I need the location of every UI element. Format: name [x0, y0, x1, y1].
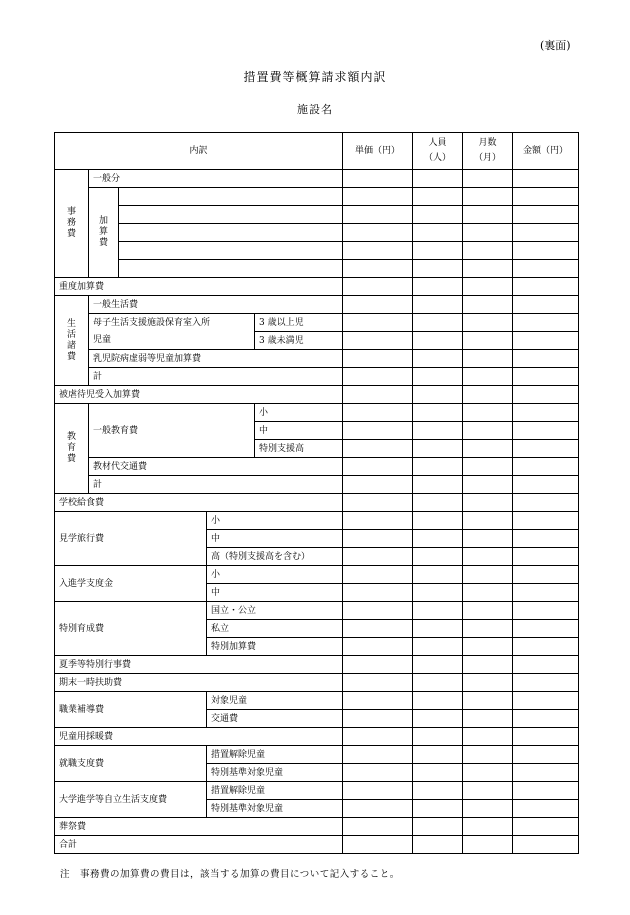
- special-training-public-label: 国立・公立: [207, 602, 343, 620]
- education-total-label: 計: [89, 476, 343, 494]
- amount-cell[interactable]: [513, 440, 579, 458]
- employment-prep-label: 就職支度費: [55, 746, 207, 782]
- mother-child-label-1: 母子生活支援施設保育室入所: [89, 314, 255, 332]
- mother-child-label-2: 児童: [89, 332, 255, 350]
- persons-cell[interactable]: [413, 386, 463, 404]
- addition-item-cell[interactable]: [119, 206, 343, 224]
- months-cell[interactable]: [463, 836, 513, 854]
- unit-price-cell[interactable]: [343, 404, 413, 422]
- amount-cell[interactable]: [513, 296, 579, 314]
- unit-price-cell[interactable]: [343, 782, 413, 800]
- unit-price-cell[interactable]: [343, 602, 413, 620]
- amount-cell[interactable]: [513, 476, 579, 494]
- facility-name-label: 施設名: [297, 103, 333, 116]
- unit-price-cell[interactable]: [343, 458, 413, 476]
- months-cell[interactable]: [463, 188, 513, 206]
- months-cell[interactable]: [463, 332, 513, 350]
- persons-cell[interactable]: [413, 278, 463, 296]
- persons-cell[interactable]: [413, 782, 463, 800]
- months-cell[interactable]: [463, 674, 513, 692]
- months-cell[interactable]: [463, 656, 513, 674]
- special-training-addition-label: 特別加算費: [207, 638, 343, 656]
- addition-item-cell[interactable]: [119, 260, 343, 278]
- university-special-label: 特別基準対象児童: [207, 800, 343, 818]
- months-cell[interactable]: [463, 368, 513, 386]
- amount-cell[interactable]: [513, 494, 579, 512]
- persons-cell[interactable]: [413, 404, 463, 422]
- amount-cell[interactable]: [513, 782, 579, 800]
- persons-cell[interactable]: [413, 494, 463, 512]
- months-cell[interactable]: [463, 548, 513, 566]
- unit-price-cell[interactable]: [343, 566, 413, 584]
- office-general-label: 一般分: [89, 170, 343, 188]
- persons-cell[interactable]: [413, 836, 463, 854]
- amount-cell[interactable]: [513, 404, 579, 422]
- amount-cell[interactable]: [513, 368, 579, 386]
- months-cell[interactable]: [463, 458, 513, 476]
- table-row: [55, 350, 579, 368]
- amount-cell[interactable]: [513, 206, 579, 224]
- unit-price-cell[interactable]: [343, 674, 413, 692]
- persons-cell[interactable]: [413, 170, 463, 188]
- amount-cell[interactable]: [513, 530, 579, 548]
- header-row: [55, 133, 579, 170]
- months-cell[interactable]: [463, 224, 513, 242]
- infant-sick-label: 乳児院病虚弱等児童加算費: [89, 350, 343, 368]
- education-special-high-label: 特別支援高: [255, 440, 343, 458]
- unit-price-cell[interactable]: [343, 656, 413, 674]
- months-cell[interactable]: [463, 638, 513, 656]
- persons-cell[interactable]: [413, 746, 463, 764]
- unit-price-cell[interactable]: [343, 692, 413, 710]
- unit-price-cell[interactable]: [343, 260, 413, 278]
- months-cell[interactable]: [463, 800, 513, 818]
- table-row: [55, 728, 579, 746]
- months-cell[interactable]: [463, 566, 513, 584]
- persons-cell[interactable]: [413, 332, 463, 350]
- months-cell[interactable]: [463, 494, 513, 512]
- living-total-label: 計: [89, 368, 343, 386]
- amount-cell[interactable]: [513, 638, 579, 656]
- age3-over-label: 3 歳以上児: [255, 314, 343, 332]
- months-cell[interactable]: [463, 530, 513, 548]
- amount-cell[interactable]: [513, 512, 579, 530]
- table-row: [55, 188, 579, 206]
- header-persons: 人員 （人）: [413, 133, 463, 170]
- unit-price-cell[interactable]: [343, 296, 413, 314]
- table-row: [55, 260, 579, 278]
- amount-cell[interactable]: [513, 710, 579, 728]
- table-row: [55, 386, 579, 404]
- education-general-label: 一般教育費: [89, 404, 255, 458]
- table-row: [55, 782, 579, 800]
- unit-price-cell[interactable]: [343, 170, 413, 188]
- amount-cell[interactable]: [513, 260, 579, 278]
- persons-cell[interactable]: [413, 656, 463, 674]
- vocational-target-label: 対象児童: [207, 692, 343, 710]
- persons-cell[interactable]: [413, 458, 463, 476]
- office-addition-label: 加算費: [89, 188, 119, 278]
- persons-cell[interactable]: [413, 728, 463, 746]
- persons-cell[interactable]: [413, 818, 463, 836]
- unit-price-cell[interactable]: [343, 314, 413, 332]
- table-row: [55, 818, 579, 836]
- months-cell[interactable]: [463, 818, 513, 836]
- unit-price-cell[interactable]: [343, 386, 413, 404]
- persons-cell[interactable]: [413, 188, 463, 206]
- severe-addition-label: 重度加算費: [55, 278, 343, 296]
- table-row: [55, 674, 579, 692]
- unit-price-cell[interactable]: [343, 800, 413, 818]
- unit-price-cell[interactable]: [343, 422, 413, 440]
- months-cell[interactable]: [463, 314, 513, 332]
- persons-cell[interactable]: [413, 800, 463, 818]
- amount-cell[interactable]: [513, 836, 579, 854]
- living-general-label: 一般生活費: [89, 296, 343, 314]
- amount-cell[interactable]: [513, 692, 579, 710]
- table-row: [55, 458, 579, 476]
- months-cell[interactable]: [463, 692, 513, 710]
- materials-transport-label: 教材代交通費: [89, 458, 343, 476]
- unit-price-cell[interactable]: [343, 728, 413, 746]
- amount-cell[interactable]: [513, 458, 579, 476]
- amount-cell[interactable]: [513, 620, 579, 638]
- estimate-breakdown-table: [54, 132, 579, 854]
- amount-cell[interactable]: [513, 674, 579, 692]
- amount-cell[interactable]: [513, 728, 579, 746]
- table-row: [55, 566, 579, 584]
- age3-under-label: 3 歳未満児: [255, 332, 343, 350]
- footnote: 注 事務費の加算費の費目は，該当する加算の費目について記入すること。: [60, 869, 400, 880]
- abused-child-label: 被虐待児受入加算費: [55, 386, 343, 404]
- amount-cell[interactable]: [513, 818, 579, 836]
- months-cell[interactable]: [463, 206, 513, 224]
- field-trip-label: 見学旅行費: [55, 512, 207, 566]
- field-trip-elementary-label: 小: [207, 512, 343, 530]
- unit-price-cell[interactable]: [343, 548, 413, 566]
- amount-cell[interactable]: [513, 224, 579, 242]
- table-row: [55, 476, 579, 494]
- living-cost-label: 生活諸費: [55, 296, 89, 386]
- year-end-label: 期末一時扶助費: [55, 674, 343, 692]
- persons-cell[interactable]: [413, 548, 463, 566]
- months-cell[interactable]: [463, 782, 513, 800]
- amount-cell[interactable]: [513, 350, 579, 368]
- special-training-private-label: 私立: [207, 620, 343, 638]
- persons-cell[interactable]: [413, 566, 463, 584]
- persons-cell[interactable]: [413, 764, 463, 782]
- persons-cell[interactable]: [413, 422, 463, 440]
- amount-cell[interactable]: [513, 764, 579, 782]
- vocational-label: 職業補導費: [55, 692, 207, 728]
- school-lunch-label: 学校給食費: [55, 494, 343, 512]
- persons-cell[interactable]: [413, 206, 463, 224]
- unit-price-cell[interactable]: [343, 818, 413, 836]
- unit-price-cell[interactable]: [343, 476, 413, 494]
- months-cell[interactable]: [463, 620, 513, 638]
- table-row: [55, 494, 579, 512]
- months-cell[interactable]: [463, 422, 513, 440]
- table-row: [55, 602, 579, 620]
- funeral-label: 葬祭費: [55, 818, 343, 836]
- unit-price-cell[interactable]: [343, 494, 413, 512]
- amount-cell[interactable]: [513, 188, 579, 206]
- header-unit-price: 単価（円）: [343, 133, 413, 170]
- office-cost-label: 事務費: [55, 170, 89, 278]
- table-row: [55, 242, 579, 260]
- persons-cell[interactable]: [413, 242, 463, 260]
- table-row: [55, 836, 579, 854]
- amount-cell[interactable]: [513, 422, 579, 440]
- amount-cell[interactable]: [513, 800, 579, 818]
- amount-cell[interactable]: [513, 242, 579, 260]
- months-cell[interactable]: [463, 512, 513, 530]
- table-row: [55, 692, 579, 710]
- persons-cell[interactable]: [413, 602, 463, 620]
- amount-cell[interactable]: [513, 314, 579, 332]
- table-row: [55, 746, 579, 764]
- months-cell[interactable]: [463, 476, 513, 494]
- months-cell[interactable]: [463, 764, 513, 782]
- addition-item-cell[interactable]: [119, 242, 343, 260]
- months-cell[interactable]: [463, 260, 513, 278]
- persons-cell[interactable]: [413, 476, 463, 494]
- unit-price-cell[interactable]: [343, 350, 413, 368]
- header-months: 月数 （月）: [463, 133, 513, 170]
- school-prep-label: 入進学支度金: [55, 566, 207, 602]
- unit-price-cell[interactable]: [343, 242, 413, 260]
- addition-item-cell[interactable]: [119, 188, 343, 206]
- amount-cell[interactable]: [513, 602, 579, 620]
- persons-cell[interactable]: [413, 638, 463, 656]
- persons-cell[interactable]: [413, 296, 463, 314]
- unit-price-cell[interactable]: [343, 512, 413, 530]
- table-row: [55, 206, 579, 224]
- table-row: [55, 296, 579, 314]
- persons-cell[interactable]: [413, 674, 463, 692]
- education-elementary-label: 小: [255, 404, 343, 422]
- addition-item-cell[interactable]: [119, 224, 343, 242]
- amount-cell[interactable]: [513, 278, 579, 296]
- vocational-transport-label: 交通費: [207, 710, 343, 728]
- table-row: [55, 332, 579, 350]
- persons-cell[interactable]: [413, 350, 463, 368]
- page-title: 措置費等概算請求額内訳: [243, 70, 387, 84]
- months-cell[interactable]: [463, 440, 513, 458]
- unit-price-cell[interactable]: [343, 368, 413, 386]
- unit-price-cell[interactable]: [343, 638, 413, 656]
- table-row: [55, 404, 579, 422]
- persons-cell[interactable]: [413, 620, 463, 638]
- unit-price-cell[interactable]: [343, 224, 413, 242]
- persons-cell[interactable]: [413, 224, 463, 242]
- persons-cell[interactable]: [413, 440, 463, 458]
- amount-cell[interactable]: [513, 332, 579, 350]
- table-row: [55, 656, 579, 674]
- employment-released-label: 措置解除児童: [207, 746, 343, 764]
- header-amount: 金額（円）: [513, 133, 579, 170]
- unit-price-cell[interactable]: [343, 746, 413, 764]
- persons-cell[interactable]: [413, 512, 463, 530]
- field-trip-junior-label: 中: [207, 530, 343, 548]
- unit-price-cell[interactable]: [343, 836, 413, 854]
- school-prep-junior-label: 中: [207, 584, 343, 602]
- table-row: [55, 170, 579, 188]
- school-prep-elementary-label: 小: [207, 566, 343, 584]
- summer-event-label: 夏季等特別行事費: [55, 656, 343, 674]
- table-row: [55, 512, 579, 530]
- unit-price-cell[interactable]: [343, 440, 413, 458]
- table-row: [55, 314, 579, 332]
- months-cell[interactable]: [463, 170, 513, 188]
- unit-price-cell[interactable]: [343, 278, 413, 296]
- table-row: [55, 278, 579, 296]
- education-cost-label: 教育費: [55, 404, 89, 494]
- amount-cell[interactable]: [513, 170, 579, 188]
- university-released-label: 措置解除児童: [207, 782, 343, 800]
- special-training-label: 特別育成費: [55, 602, 207, 656]
- persons-cell[interactable]: [413, 260, 463, 278]
- unit-price-cell[interactable]: [343, 584, 413, 602]
- university-prep-label: 大学進学等自立生活支度費: [55, 782, 207, 818]
- header-breakdown: 内訳: [55, 133, 343, 170]
- amount-cell[interactable]: [513, 656, 579, 674]
- amount-cell[interactable]: [513, 566, 579, 584]
- persons-cell[interactable]: [413, 584, 463, 602]
- amount-cell[interactable]: [513, 548, 579, 566]
- unit-price-cell[interactable]: [343, 530, 413, 548]
- employment-special-label: 特別基準対象児童: [207, 764, 343, 782]
- months-cell[interactable]: [463, 350, 513, 368]
- amount-cell[interactable]: [513, 746, 579, 764]
- persons-cell[interactable]: [413, 692, 463, 710]
- months-cell[interactable]: [463, 278, 513, 296]
- persons-cell[interactable]: [413, 710, 463, 728]
- persons-cell[interactable]: [413, 368, 463, 386]
- unit-price-cell[interactable]: [343, 710, 413, 728]
- unit-price-cell[interactable]: [343, 620, 413, 638]
- unit-price-cell[interactable]: [343, 764, 413, 782]
- months-cell[interactable]: [463, 602, 513, 620]
- months-cell[interactable]: [463, 710, 513, 728]
- education-junior-label: 中: [255, 422, 343, 440]
- months-cell[interactable]: [463, 728, 513, 746]
- persons-cell[interactable]: [413, 530, 463, 548]
- unit-price-cell[interactable]: [343, 206, 413, 224]
- heating-label: 児童用採暖費: [55, 728, 343, 746]
- persons-cell[interactable]: [413, 314, 463, 332]
- months-cell[interactable]: [463, 242, 513, 260]
- unit-price-cell[interactable]: [343, 188, 413, 206]
- amount-cell[interactable]: [513, 584, 579, 602]
- unit-price-cell[interactable]: [343, 332, 413, 350]
- months-cell[interactable]: [463, 746, 513, 764]
- grand-total-label: 合計: [55, 836, 343, 854]
- months-cell[interactable]: [463, 386, 513, 404]
- months-cell[interactable]: [463, 584, 513, 602]
- amount-cell[interactable]: [513, 386, 579, 404]
- months-cell[interactable]: [463, 404, 513, 422]
- field-trip-high-label: 高（特別支援高を含む）: [207, 548, 343, 566]
- table-row: [55, 224, 579, 242]
- months-cell[interactable]: [463, 296, 513, 314]
- reverse-side-label: (裏面): [540, 39, 571, 52]
- table-row: [55, 368, 579, 386]
